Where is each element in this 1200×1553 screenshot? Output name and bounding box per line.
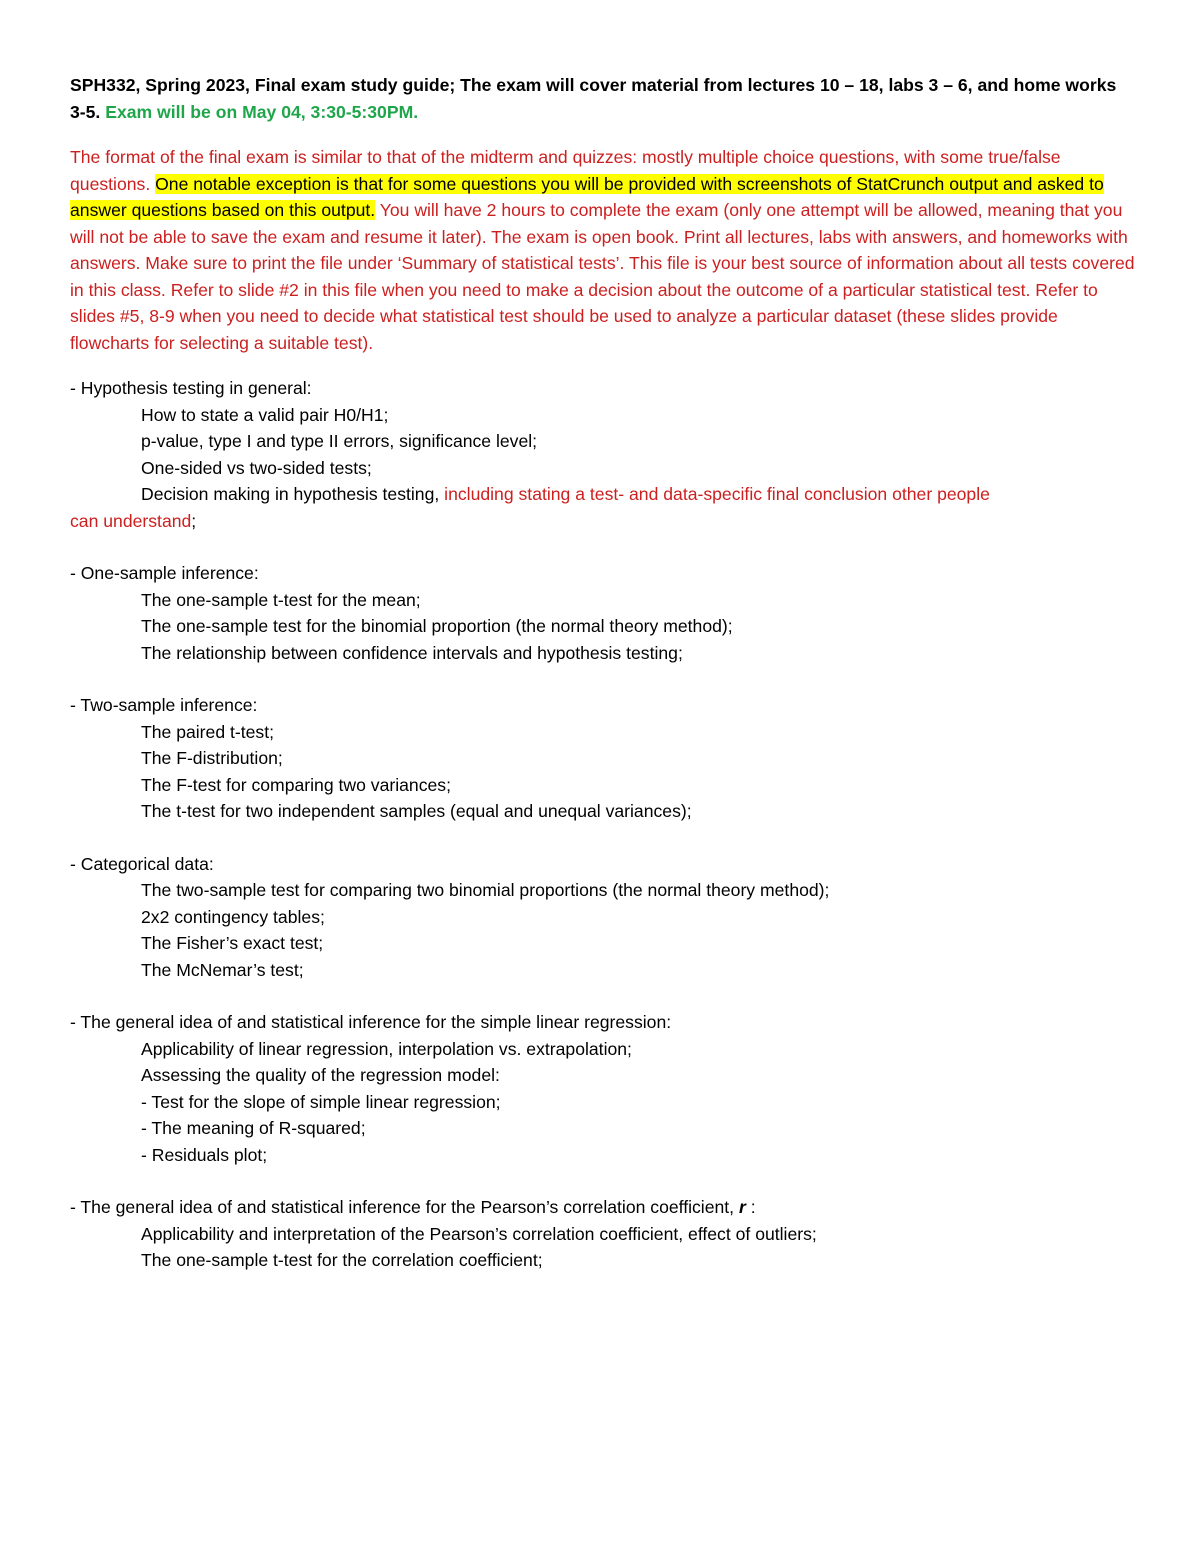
section-two-sample xyxy=(70,692,1135,825)
list-item: The one-sample t-test for the mean; xyxy=(141,589,421,610)
list-item-decision-cont xyxy=(70,508,1135,535)
section-heading: - Two-sample inference: xyxy=(70,695,258,715)
section-one-sample xyxy=(70,560,1135,666)
list-item: The two-sample test for comparing two binomial proportions (the normal theory method); xyxy=(141,880,830,900)
list-item: p-value, type I and type II errors, significance level; xyxy=(141,431,538,451)
document-page xyxy=(70,72,1135,1274)
list-item-decision xyxy=(70,481,1135,508)
correlation-heading-text: - The general idea of and statistical inference for the Pearson’s correlation coefficient, xyxy=(70,1197,739,1217)
decision-text: Decision making in hypothesis testing, xyxy=(141,484,445,504)
list-item: The relationship between confidence intervals and hypothesis testing; xyxy=(141,642,683,663)
list-item: 2x2 contingency tables; xyxy=(141,906,325,927)
list-item: - Residuals plot; xyxy=(141,1144,268,1165)
decision-red-text: including stating a test- and data-specific final conclusion other people xyxy=(444,484,990,504)
list-item: The one-sample t-test for the correlation coefficient; xyxy=(141,1250,543,1270)
section-correlation xyxy=(70,1194,1135,1274)
section-heading: - Hypothesis testing in general: xyxy=(70,378,312,398)
title-text: SPH332, Spring 2023, Final exam study guide; The exam will cover material from lectures 10 – 18, labs 3 – 6, and home works 3-5. xyxy=(70,75,1117,122)
intro-highlight: One notable exception is that for some questions you will be provided with screenshots of StatCrunch output and asked to answer questions based on this output. xyxy=(70,173,1104,220)
list-item: - Test for the slope of simple linear regression; xyxy=(141,1091,501,1112)
list-item: Applicability and interpretation of the Pearson’s correlation coefficient, effect of outliers; xyxy=(141,1223,817,1244)
section-heading: - Categorical data: xyxy=(70,853,214,874)
intro-part2: You will have 2 hours to complete the exam (only one attempt will be allowed, meaning that you will not be able to save the exam and resume it later). The exam is open book. Print all lectures, labs with answers, and homeworks with answers. Make sure to print the file under ‘Summary of statistical tests’. This file is your best source of information about all tests covered in this class. Refer to slide #2 in this file when you need to make a decision about the outcome of a particular statistical test. Refer to slides #5, 8-9 when you need to decide what statistical test should be used to analyze a particular dataset (these slides provide flowcharts for selecting a suitable test). xyxy=(70,200,1135,353)
list-item: The paired t-test; xyxy=(141,721,274,742)
section-heading: - The general idea of and statistical inference for the simple linear regression: xyxy=(70,1012,672,1032)
list-item: The Fisher’s exact test; xyxy=(141,933,324,953)
section-heading xyxy=(70,1194,1135,1221)
decision-end: ; xyxy=(191,510,197,531)
correlation-symbol: r xyxy=(738,1197,746,1217)
list-item: The McNemar’s test; xyxy=(141,959,304,980)
section-regression xyxy=(70,1009,1135,1168)
section-categorical xyxy=(70,851,1135,984)
list-item: How to state a valid pair H0/H1; xyxy=(141,404,389,425)
list-item: One-sided vs two-sided tests; xyxy=(141,457,372,478)
list-item: Assessing the quality of the regression model: xyxy=(141,1065,500,1085)
intro-paragraph xyxy=(70,144,1135,356)
exam-date: Exam will be on May 04, 3:30-5:30PM. xyxy=(100,101,419,122)
document-title xyxy=(70,72,1135,125)
list-item: Applicability of linear regression, interpolation vs. extrapolation; xyxy=(141,1038,632,1059)
list-item: - The meaning of R-squared; xyxy=(141,1118,366,1138)
section-heading: - One-sample inference: xyxy=(70,563,259,583)
list-item: The F-distribution; xyxy=(141,748,283,768)
correlation-heading-end: : xyxy=(745,1197,756,1217)
section-hypothesis xyxy=(70,375,1135,534)
intro-part1: The format of the final exam is similar to that of the midterm and quizzes: mostly multiple choice questions, with some true/false questions. xyxy=(70,147,1061,194)
list-item: The one-sample test for the binomial proportion (the normal theory method); xyxy=(141,616,733,636)
decision-red-text-cont: can understand xyxy=(70,510,192,531)
list-item: The F-test for comparing two variances; xyxy=(141,774,451,795)
list-item: The t-test for two independent samples (equal and unequal variances); xyxy=(141,801,692,821)
